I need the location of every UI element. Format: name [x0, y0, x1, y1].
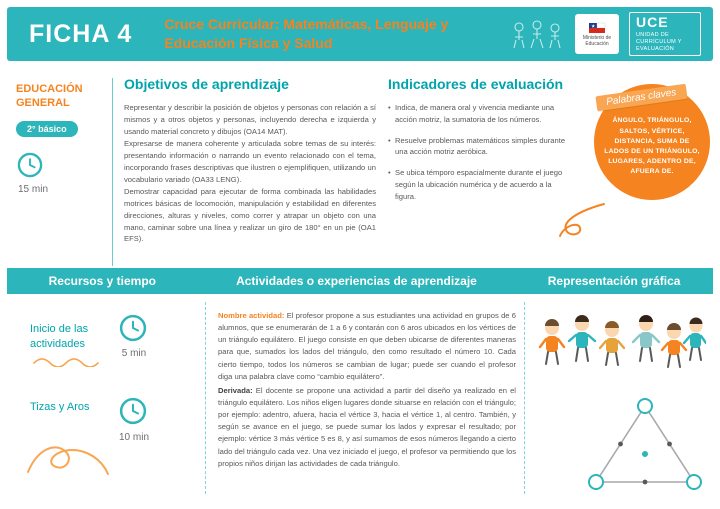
chile-emblem-icon	[588, 21, 606, 35]
triangle-diagram	[586, 396, 704, 494]
program-label: EDUCACIÓN GENERAL	[16, 83, 83, 110]
sidebar-meta	[16, 82, 108, 195]
indicador-item: • Resuelve problemas matemáticos simples durante una acción motriz aeróbica.	[388, 135, 568, 159]
objetivos-heading: Objetivos de aprendizaje	[124, 76, 289, 92]
column-divider	[524, 302, 525, 494]
band-actividades-label: Actividades o experiencias de aprendizaje	[236, 274, 477, 288]
clock-icon	[118, 313, 148, 343]
objetivos-section	[124, 76, 376, 246]
uce-acronym: UCE	[636, 14, 669, 31]
activity-nombre-label: Nombre actividad:	[218, 311, 285, 320]
activity-text-block	[218, 310, 516, 472]
header-bar	[7, 7, 713, 61]
resource-label-tizas: Tizas y Aros	[30, 401, 90, 413]
keywords-ribbon: Palabras claves	[595, 84, 687, 111]
ministerio-label: Ministerio de Educación	[582, 35, 612, 47]
indicadores-heading: Indicadores de evaluación	[388, 76, 564, 92]
swirl-arrow-icon	[552, 200, 612, 242]
children-group-illustration	[534, 306, 706, 394]
duration-label: 15 min	[18, 183, 49, 195]
activity-nombre-paragraph	[218, 310, 516, 383]
keywords-text: ÁNGULO, TRIÁNGULO, SALTOS, VÉRTICE, DISTANCIA, SUMA DE LADOS DE UN TRIÁNGULO, LUGARES, ADENTRO DE, AFUERA DE.	[604, 117, 700, 176]
objetivo-paragraph: Demostrar capacidad para ejecutar de forma combinada las habilidades motrices básicas de locomoción, manipulación y estabilidad en diferentes direcciones, alturas y niveles, como correr y atrapar un objeto con una mano, caminar sobre una línea y realizar un giro de 180° en un pie (OA1 EFS).	[124, 187, 376, 244]
column-divider	[205, 302, 206, 494]
wave-underline-icon	[32, 357, 102, 367]
activity-derivada-text: El docente se propone una actividad a partir del diseño ya realizado en el triángulo equilátero. Los niños eligen lugares donde situarse en relación con el triángulo; por ejemplo: adentro, afuera, hacia el vértice 3, hacia el vértice 1, al centro. También, y según se avance en el juego, se puede sumar los lados y expresar el resultado; por ejemplo: vértice 3 más vértice 5 es 8, y así sumamos de esos números llegando a cierto lado del triángulo cada vez. Una vez iniciado el juego, el profesor va permitiendo que los propios niños dirijan las actividades de cada triángulo.	[218, 385, 516, 468]
clock-icon	[118, 396, 148, 426]
band-recursos-label: Recursos y tiempo	[48, 274, 156, 288]
activity-derivada-paragraph	[218, 385, 516, 470]
objetivo-paragraph: Expresarse de manera coherente y articulada sobre temas de su interés: presentando información o narrando un evento relacionado con el tema, incorporando frases descriptivas que ilustren o ejemplifiquen, utilizando un vocabulario variado (OA33 LENG).	[124, 139, 376, 184]
ficha-label: FICHA 4	[29, 19, 133, 48]
section-band	[7, 268, 713, 294]
band-representacion-label: Representación gráfica	[547, 274, 681, 288]
header-logos	[509, 12, 713, 56]
clock-icon	[16, 151, 44, 179]
uce-logo	[629, 12, 701, 56]
indicador-item: • Indica, de manera oral y vivencia mediante una acción motriz, la sumatoria de los números.	[388, 102, 568, 126]
resource-time: 10 min	[118, 432, 149, 443]
ministerio-logo	[575, 14, 619, 54]
objetivo-paragraph: Representar y describir la posición de objetos y personas con relación a sí mismos y a otros objetos y personas, incluyendo derecha e izquierda y usando material concreto y dibujos (OA14 MAT).	[124, 103, 376, 136]
grade-badge: 2° básico	[16, 121, 78, 137]
scribble-doodle-icon	[22, 428, 114, 484]
indicador-item: • Se ubica témporo espacialmente durante el juego según la ubicación numérica y de acuerdo a la figura.	[388, 167, 568, 202]
indicadores-section	[388, 76, 568, 211]
resource-label-inicio: Inicio de las actividades	[30, 323, 89, 350]
activity-derivada-label: Derivada:	[218, 385, 253, 395]
page-title: Cruce Curricular: Matemáticas, Lenguaje y Educación Física y Salud	[164, 16, 449, 51]
uce-caption: UNIDAD DE CURRÍCULUM Y EVALUACIÓN	[636, 32, 682, 52]
activity-nombre-text: El profesor propone a sus estudiantes una actividad en grupos de 6 alumnos, que se enumerarán de 1 a 6 y contarán con 6 aros ubicados en los vértices de un triángulo equilátero. El juego consiste en que deben ubicarse de diferentes maneras para que, sumados los lados del triángulo, den como resultado el número 10. Cada cierto tiempo, todos los números se cambian de lugar; puede ser cuando el profesor diga una palabra clave como “cambio equilátero”.	[218, 311, 517, 381]
keywords-badge	[594, 84, 710, 200]
sidebar-divider	[112, 78, 113, 266]
children-doodle-icon	[509, 17, 565, 51]
resource-time: 5 min	[121, 348, 147, 359]
